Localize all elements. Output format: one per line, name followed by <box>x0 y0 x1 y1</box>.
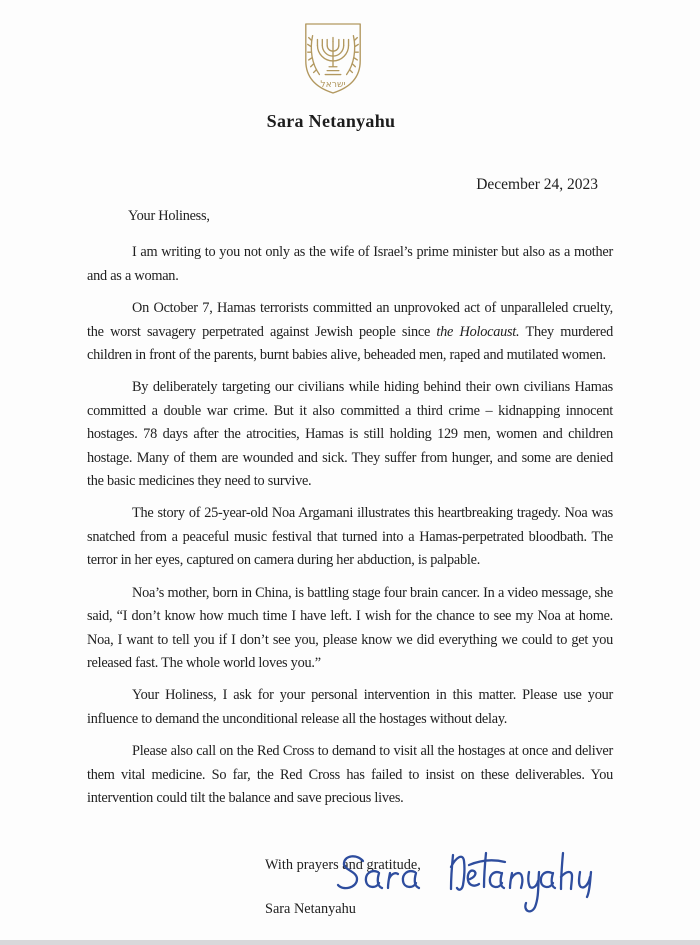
emblem-hebrew-text: ישראל <box>320 79 346 91</box>
paragraph-october-7-text-cont: They murdered children in front of the parents, burnt babies alive, beheaded men, raped and mutilated women. <box>87 323 613 364</box>
closing-line: With prayers and gratitude, <box>265 857 421 873</box>
paragraph-red-cross: Please also call on the Red Cross to demand to visit all the hostages at once and deliver them vital medicine. So far, the Red Cross has failed to insist on these deliverables. You intervention could tilt the balance and save precious lives. <box>87 743 613 806</box>
paragraph-noa-mother: Noa’s mother, born in China, is battling stage four brain cancer. In a video message, she said, “I don’t know how much time I have left. I wish for the chance to see my Noa at home. Noa, I want to tell you if I don’t see you, please know we did everything we could to get you released fast. The whole world loves you.” <box>87 584 613 671</box>
letter-date: December 24, 2023 <box>476 176 598 193</box>
salutation: Your Holiness, <box>128 208 210 224</box>
letterhead-sender-name: Sara Netanyahu <box>266 111 396 131</box>
paragraph-intro: I am writing to you not only as the wife of Israel’s prime minister but also as a mother and as a woman. <box>87 244 613 284</box>
paragraph-war-crimes: By deliberately targeting our civilians while hiding behind their own civilians Hamas committed a double war crime. But it also committed a third crime – kidnapping innocent hostages. 78 days after the atrocities, Hamas is still holding 129 men, women and children hostage. Many of them are wounded and sick. They suffer from hunger, and some are denied the basic medicines they need to survive. <box>87 379 613 490</box>
paragraph-october-7-text: On October 7, Hamas terrorists committed an unprovoked act of unparalleled cruelty, the worst savagery perpetrated against Jewish people since <box>87 300 613 340</box>
paragraph-noa-story: The story of 25-year-old Noa Argamani illustrates this heartbreaking tragedy. Noa was snatched from a peaceful music festival that turned into a Hamas-perpetrated bloodbath. The terror in her eyes, captured on camera during her abduction, is palpable. <box>87 505 613 569</box>
israel-emblem-icon <box>299 19 367 97</box>
paragraph-october-7-italic-phrase: the Holocaust. <box>436 323 520 340</box>
closing-block <box>265 856 421 918</box>
paragraph-appeal: Your Holiness, I ask for your personal intervention in this matter. Please use your influence to demand the unconditional release all the hostages without delay. <box>87 687 613 727</box>
letter-body <box>87 205 613 819</box>
paragraph-october-7 <box>87 297 613 367</box>
typed-signature-name: Sara Netanyahu <box>265 901 356 917</box>
scan-bottom-edge <box>0 940 700 945</box>
